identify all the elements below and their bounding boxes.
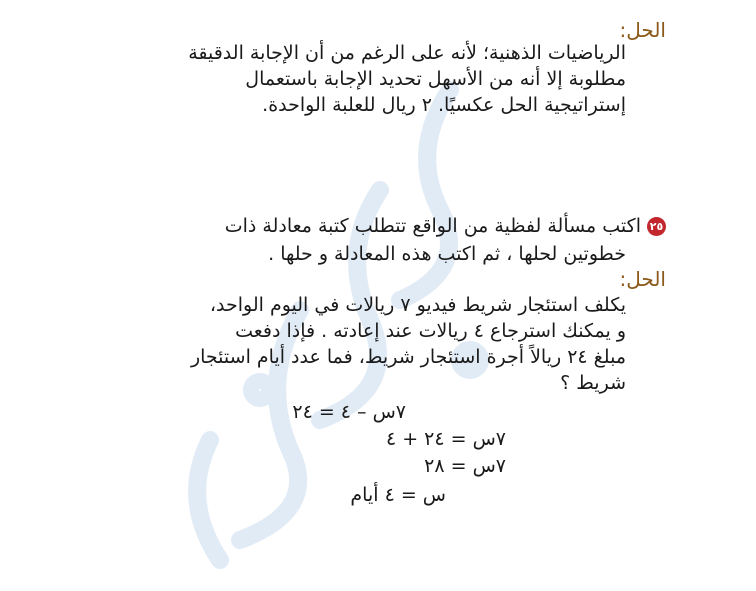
solution-line: مطلوبة إلا أنه من الأسهل تحديد الإجابة باستعمال	[245, 68, 626, 90]
solution-line: إستراتيجية الحل عكسيًا. ٢ ريال للعلبة الواحدة.	[262, 94, 626, 116]
equation-step: س = ٤ أيام	[350, 484, 446, 506]
equation-step: ٧س = ٢٨	[424, 455, 506, 477]
question-number-badge: ٢٥	[647, 217, 666, 236]
problem-line: مبلغ ٢٤ ريالاً أجرة استئجار شريط، فما عدد أيام استئجار	[190, 346, 626, 368]
question-line: اكتب مسألة لفظية من الواقع تتطلب كتبة معادلة ذات	[224, 215, 641, 237]
solution-label: الحل:	[619, 18, 666, 42]
equation-step: ٧س = ٢٤ + ٤	[385, 428, 506, 450]
problem-line: و يمكنك استرجاع ٤ ريالات عند إعادته . فإذا دفعت	[235, 320, 626, 342]
problem-line: شريط ؟	[560, 372, 626, 394]
question-line: خطوتين لحلها ، ثم اكتب هذه المعادلة و حلها .	[268, 243, 626, 265]
word-problem-paragraph	[191, 292, 626, 396]
problem-line: يكلف استئجار شريط فيديو ٧ ريالات في اليوم الواحد،	[209, 294, 626, 316]
solution-line: الرياضيات الذهنية؛ لأنه على الرغم من أن الإجابة الدقيقة	[188, 42, 626, 64]
equation-step: ٧س – ٤ = ٢٤	[292, 401, 406, 423]
solution-label: الحل:	[619, 267, 666, 291]
solution-paragraph	[188, 40, 626, 118]
question-block	[225, 213, 666, 239]
